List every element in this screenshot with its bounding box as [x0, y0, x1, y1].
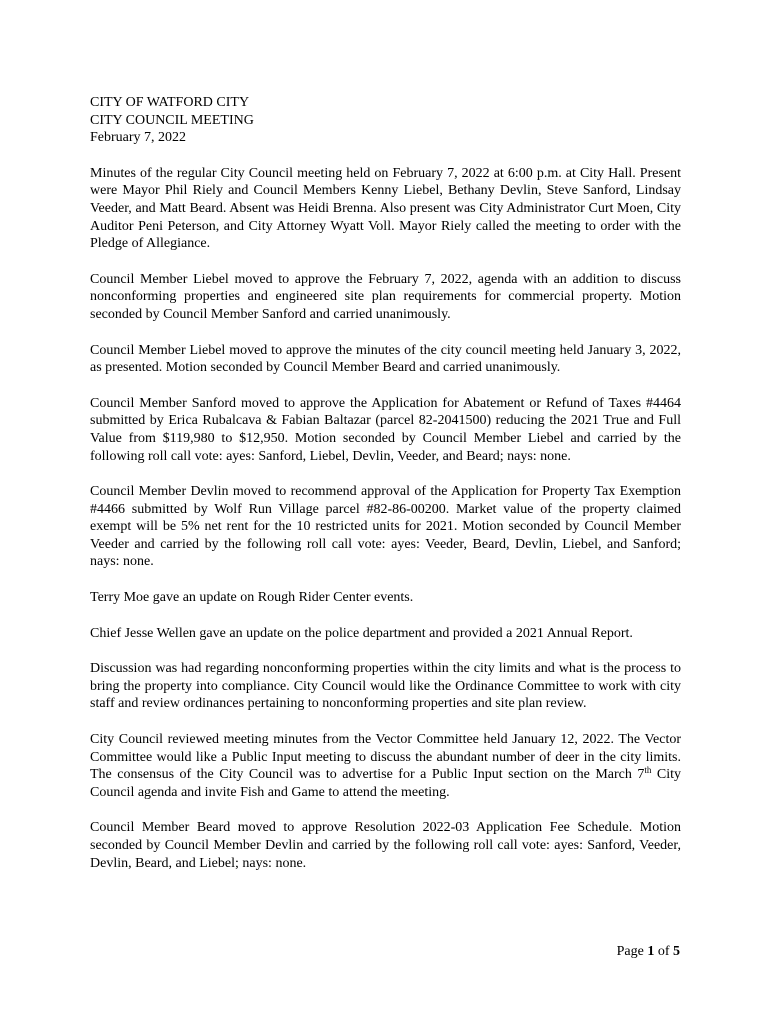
document-body	[90, 94, 681, 890]
current-page-number: 1	[647, 944, 655, 959]
meeting-title: CITY COUNCIL MEETING	[90, 112, 254, 128]
page-footer	[617, 944, 680, 960]
vector-text-after: City Council agenda and invite Fish and Game to attend the meeting.	[90, 767, 681, 800]
ordinal-superscript: th	[644, 765, 652, 776]
paragraph-agenda-approval: Council Member Liebel moved to approve the February 7, 2022, agenda with an addition to discuss nonconforming properties and engineered site plan requirements for commercial property. Motion seconded by Council Member Sanford and carried unanimously.	[90, 271, 681, 322]
of-label: of	[654, 944, 673, 959]
paragraph-call-to-order: Minutes of the regular City Council meeting held on February 7, 2022 at 6:00 p.m. at City Hall. Present were Mayor Phil Riely and Council Members Kenny Liebel, Bethany Devlin, Steve Sanford, Lindsay Veeder, and Matt Beard. Absent was Heidi Brenna. Also present was City Administrator Curt Moen, City Auditor Peni Peterson, and City Attorney Wyatt Voll. Mayor Riely called the meeting to order with the Pledge of Allegiance.	[90, 165, 681, 252]
paragraph-tax-exemption: Council Member Devlin moved to recommend approval of the Application for Property Tax Exemption #4466 submitted by Wolf Run Village parcel #82-86-00200. Market value of the property claimed exempt will be 5% net rent for the 10 restricted units for 2021. Motion seconded by Council Member Veeder and carried by the following roll call vote: ayes: Veeder, Beard, Devlin, Liebel, and Sanford; nays: none.	[90, 484, 681, 570]
paragraph-resolution-fee-schedule: Council Member Beard moved to approve Resolution 2022-03 Application Fee Schedule. Motion seconded by Council Member Devlin and carried by the following roll call vote: ayes: Sanford, Veeder, Devlin, Beard, and Liebel; nays: none.	[90, 820, 681, 871]
meeting-date: February 7, 2022	[90, 130, 187, 146]
paragraph-tax-abatement: Council Member Sanford moved to approve the Application for Abatement or Refund of Taxes #4464 submitted by Erica Rubalcava & Fabian Baltazar (parcel 82-2041500) reducing the 2021 True and Full Value from $119,980 to $12,950. Motion seconded by Council Member Liebel and carried by the following roll call vote: ayes: Sanford, Liebel, Devlin, Veeder, and Beard; nays: none.	[90, 395, 681, 464]
total-pages-number: 5	[673, 944, 680, 959]
document-header	[90, 94, 681, 147]
paragraph-minutes-approval: Council Member Liebel moved to approve the minutes of the city council meeting held January 3, 2022, as presented. Motion seconded by Council Member Beard and carried unanimously.	[90, 342, 681, 376]
paragraph-nonconforming-properties: Discussion was had regarding nonconforming properties within the city limits and what is the process to bring the property into compliance. City Council would like the Ordinance Committee to work with city staff and review ordinances pertaining to nonconforming properties and site plan review.	[90, 661, 681, 712]
page-label: Page	[616, 944, 648, 959]
paragraph-police-update: Chief Jesse Wellen gave an update on the police department and provided a 2021 Annual Report.	[90, 625, 633, 641]
paragraph-vector-committee	[90, 731, 681, 801]
paragraph-rough-rider-update: Terry Moe gave an update on Rough Rider Center events.	[90, 590, 414, 606]
vector-text-before: City Council reviewed meeting minutes from the Vector Committee held January 12, 2022. The Vector Committee would like a Public Input meeting to discuss the abundant number of deer in the city limits. The consensus of the City Council was to advertise for a Public Input section on the March 7	[90, 732, 681, 783]
city-name: CITY OF WATFORD CITY	[90, 95, 250, 110]
